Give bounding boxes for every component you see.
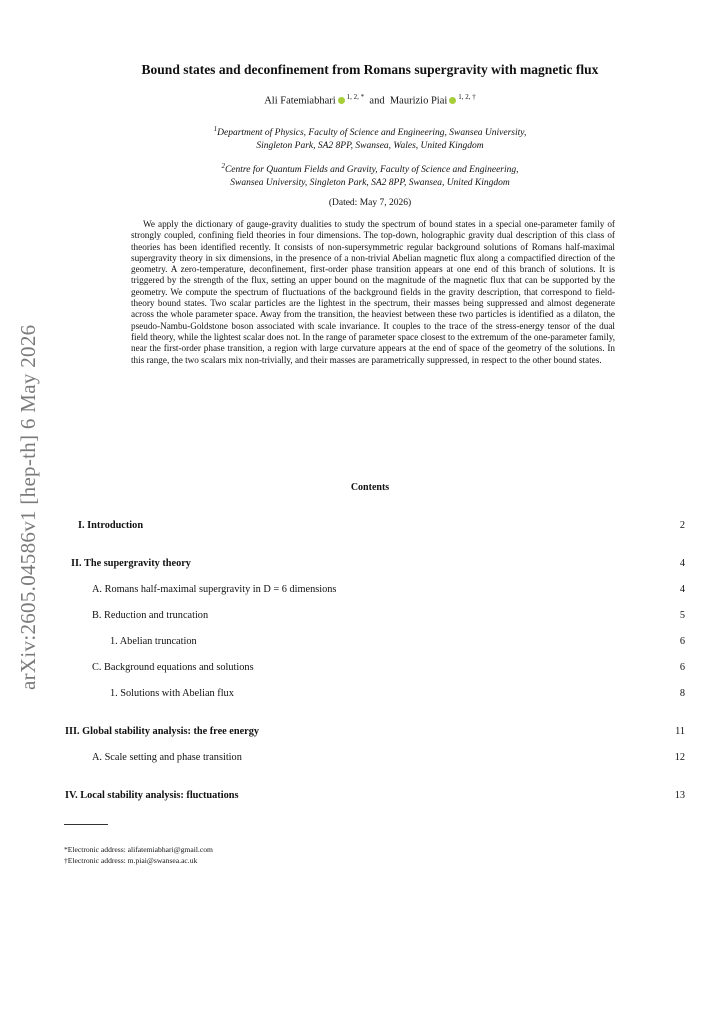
orcid-icon[interactable] <box>338 97 345 104</box>
toc-page[interactable]: 13 <box>674 790 685 801</box>
toc-label[interactable]: B. Reduction and truncation <box>92 610 209 621</box>
toc-entry[interactable] <box>60 584 685 598</box>
toc-entry[interactable] <box>60 636 685 650</box>
author-name[interactable]: Ali Fatemiabhari <box>264 95 336 107</box>
toc-label[interactable]: 1. Solutions with Abelian flux <box>110 688 234 699</box>
toc-page[interactable]: 5 <box>679 610 685 621</box>
toc-page[interactable]: 6 <box>679 662 685 673</box>
toc-page[interactable]: 11 <box>675 726 685 737</box>
affiliation-line: Singleton Park, SA2 8PP, Swansea, Wales, United Kingdom <box>256 140 484 151</box>
toc-page[interactable]: 6 <box>679 636 685 647</box>
arxiv-identifier: arXiv:2605.04586v1 [hep-th] 6 May 2026 <box>16 324 40 690</box>
toc-label[interactable]: III. Global stability analysis: the free energy <box>65 726 260 737</box>
author-affiliation-marker: 1, 2, † <box>458 93 476 101</box>
toc-label[interactable]: C. Background equations and solutions <box>92 662 254 673</box>
toc-page[interactable]: 4 <box>679 584 685 595</box>
abstract: We apply the dictionary of gauge-gravity dualities to study the spectrum of bound states in a special one-parameter family of strongly coupled, confining field theories in four dimensions. The top-down, holographic gravity dual description of this class of theories has been identified recently. It consists of non-supersymmetric regular background solutions of Romans half-maximal supergravity theory in six dimensions, in the presence of a non-trivial Abelian magnetic flux along a compactified direction of the geometry. A zero-temperature, deconfinement, first-order phase transition appears at one end of this branch of solutions. It is triggered by the strength of the flux, setting an upper bound on the magnitude of the magnetic flux that can be supported by the geometry. We compute the spectrum of fluctuations of the background fields in the gravity description, that correspond to field-theory bound states. Two scalar particles are the lightest in the spectrum, their masses being suppressed and almost degenerate across the whole parameter space. Away from the transition, the heaviest between these two particles is identified as a dilaton, the pseudo-Nambu-Goldstone boson associated with scale invariance. It couples to the trace of the stress-energy tensor of the dual field theory, while the lightest scalar does not. In the range of parameter space closest to the extremum of the one-parameter family, near the first-order phase transition, a region with large curvature appears at the end of space of the geometry of the solutions. In this range, the two scalars mix non-trivially, and their masses are parametrically suppressed, in respect to the other bound states. <box>131 219 615 365</box>
date-line: (Dated: May 7, 2026) <box>328 198 412 208</box>
affiliation-line: Swansea University, Singleton Park, SA2 8PP, Swansea, United Kingdom <box>230 177 510 188</box>
affiliation-line: Centre for Quantum Fields and Gravity, Faculty of Science and Engineering, <box>224 165 519 176</box>
toc-entry[interactable] <box>60 662 685 676</box>
affiliation-1 <box>110 123 630 152</box>
toc-entry[interactable] <box>60 790 685 804</box>
author-name[interactable]: Maurizio Piai <box>389 95 448 107</box>
toc-label[interactable]: A. Romans half-maximal supergravity in D = 6 dimensions <box>92 584 337 595</box>
toc-page[interactable]: 8 <box>679 688 685 699</box>
paper-title: Bound states and deconfinement from Romans supergravity with magnetic flux <box>141 62 599 77</box>
toc-page[interactable]: 2 <box>679 520 685 531</box>
affiliation-line: Department of Physics, Faculty of Science and Engineering, Swansea University, <box>217 128 527 139</box>
affiliation-2 <box>110 160 630 189</box>
toc-entry[interactable] <box>60 688 685 702</box>
toc-entry[interactable] <box>60 520 685 534</box>
toc-page[interactable]: 12 <box>674 752 685 763</box>
toc-entry[interactable] <box>60 752 685 766</box>
affiliation-marker: 1 <box>213 125 218 133</box>
footnote-email[interactable]: †Electronic address: m.piai@swansea.ac.uk <box>64 856 198 865</box>
orcid-icon[interactable] <box>449 97 456 104</box>
toc-label[interactable]: A. Scale setting and phase transition <box>92 752 242 763</box>
author-affiliation-marker: 1, 2, * <box>346 93 365 101</box>
toc-label[interactable]: 1. Abelian truncation <box>110 636 197 647</box>
contents-heading: Contents <box>350 482 390 493</box>
toc-entry[interactable] <box>60 610 685 624</box>
toc-label[interactable]: II. The supergravity theory <box>71 558 191 569</box>
toc-label[interactable]: IV. Local stability analysis: fluctuations <box>65 790 239 801</box>
author-conjunction: and <box>369 95 385 107</box>
toc-page[interactable]: 4 <box>679 558 685 569</box>
author-list <box>60 93 680 107</box>
toc-label[interactable]: I. Introduction <box>78 520 144 531</box>
affiliation-marker: 2 <box>221 162 225 170</box>
toc-entry[interactable] <box>60 726 685 740</box>
footnote-rule <box>64 824 108 825</box>
footnote-email[interactable]: *Electronic address: alifatemiabhari@gmail.com <box>64 845 213 854</box>
toc-entry[interactable] <box>60 558 685 572</box>
